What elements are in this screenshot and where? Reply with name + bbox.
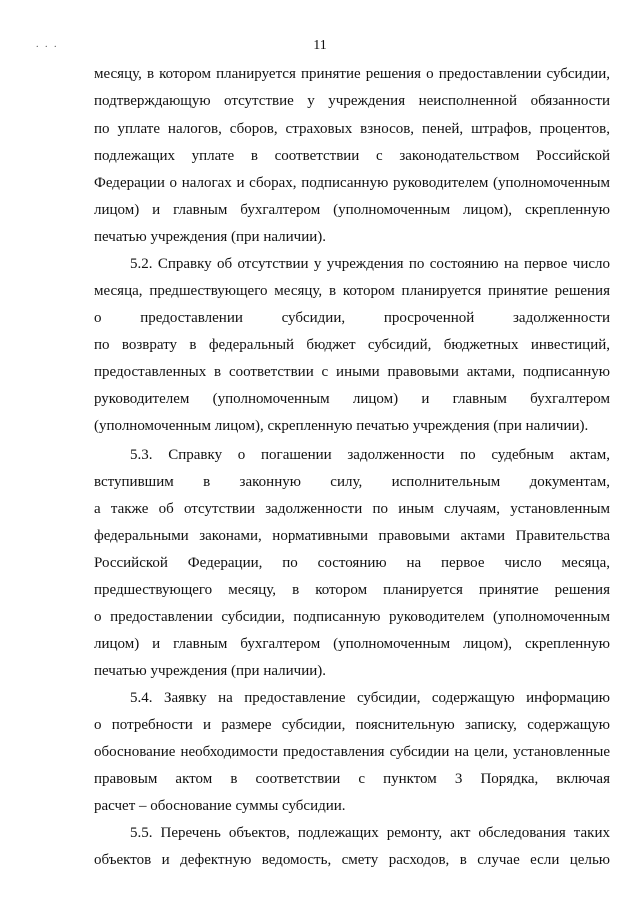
scan-marks: . . . <box>36 39 59 50</box>
text-line: месяцу, в котором планируется принятие решения о предоставлении субсидии, <box>94 66 610 82</box>
page-number: 11 <box>313 38 327 53</box>
text-line: правовым актом в соответствии с пунктом 3 Порядка, включая <box>94 771 610 787</box>
text-line: по возврату в федеральный бюджет субсидий, бюджетных инвестиций, <box>94 337 610 353</box>
text-line: федеральными законами, нормативными правовыми актами Правительства <box>94 528 610 544</box>
text-line: обоснование необходимости предоставления субсидии на цели, установленные <box>94 744 610 760</box>
text-line: предшествующего месяцу, в котором планируется принятие решения <box>94 582 610 598</box>
text-line: печатью учреждения (при наличии). <box>94 663 327 679</box>
text-line: подтверждающую отсутствие у учреждения неисполненной обязанности <box>94 93 610 109</box>
paragraph-5-3-first-line: 5.3. Справку о погашении задолженности по судебным актам, <box>130 447 610 463</box>
text-line: лицом) и главным бухгалтером (уполномоченным лицом), скрепленную <box>94 202 610 218</box>
text-line: руководителем (уполномоченным лицом) и главным бухгалтером <box>94 391 610 407</box>
text-line: лицом) и главным бухгалтером (уполномоченным лицом), скрепленную <box>94 636 610 652</box>
text-line: объектов и дефектную ведомость, смету расходов, в случае если целью <box>94 852 610 868</box>
paragraph-5-4-first-line: 5.4. Заявку на предоставление субсидии, содержащую информацию <box>130 690 610 706</box>
text-line: печатью учреждения (при наличии). <box>94 229 327 245</box>
text-line: предоставленных в соответствии с иными правовыми актами, подписанную <box>94 364 610 380</box>
text-line: расчет – обоснование суммы субсидии. <box>94 798 346 814</box>
text-line: по уплате налогов, сборов, страховых взносов, пеней, штрафов, процентов, <box>94 121 610 137</box>
text-line: месяца, предшествующего месяцу, в котором планируется принятие решения <box>94 283 610 299</box>
text-line: о предоставлении субсидии, подписанную руководителем (уполномоченным <box>94 609 610 625</box>
text-line: Федерации о налогах и сборах, подписанную руководителем (уполномоченным <box>94 175 610 191</box>
text-line: Российской Федерации, по состоянию на первое число месяца, <box>94 555 610 571</box>
paragraph-5-2-first-line: 5.2. Справку об отсутствии у учреждения по состоянию на первое число <box>130 256 610 272</box>
text-line: о потребности и размере субсидии, пояснительную записку, содержащую <box>94 717 610 733</box>
text-line: о предоставлении субсидии, просроченной задолженности <box>94 310 610 326</box>
text-line: вступившим в законную силу, исполнительным документам, <box>94 474 610 490</box>
text-line: (уполномоченным лицом), скрепленную печатью учреждения (при наличии). <box>94 418 589 434</box>
text-line: а также об отсутствии задолженности по иным случаям, установленным <box>94 501 610 517</box>
text-line: подлежащих уплате в соответствии с законодательством Российской <box>94 148 610 164</box>
paragraph-5-5-first-line: 5.5. Перечень объектов, подлежащих ремонту, акт обследования таких <box>130 825 610 841</box>
